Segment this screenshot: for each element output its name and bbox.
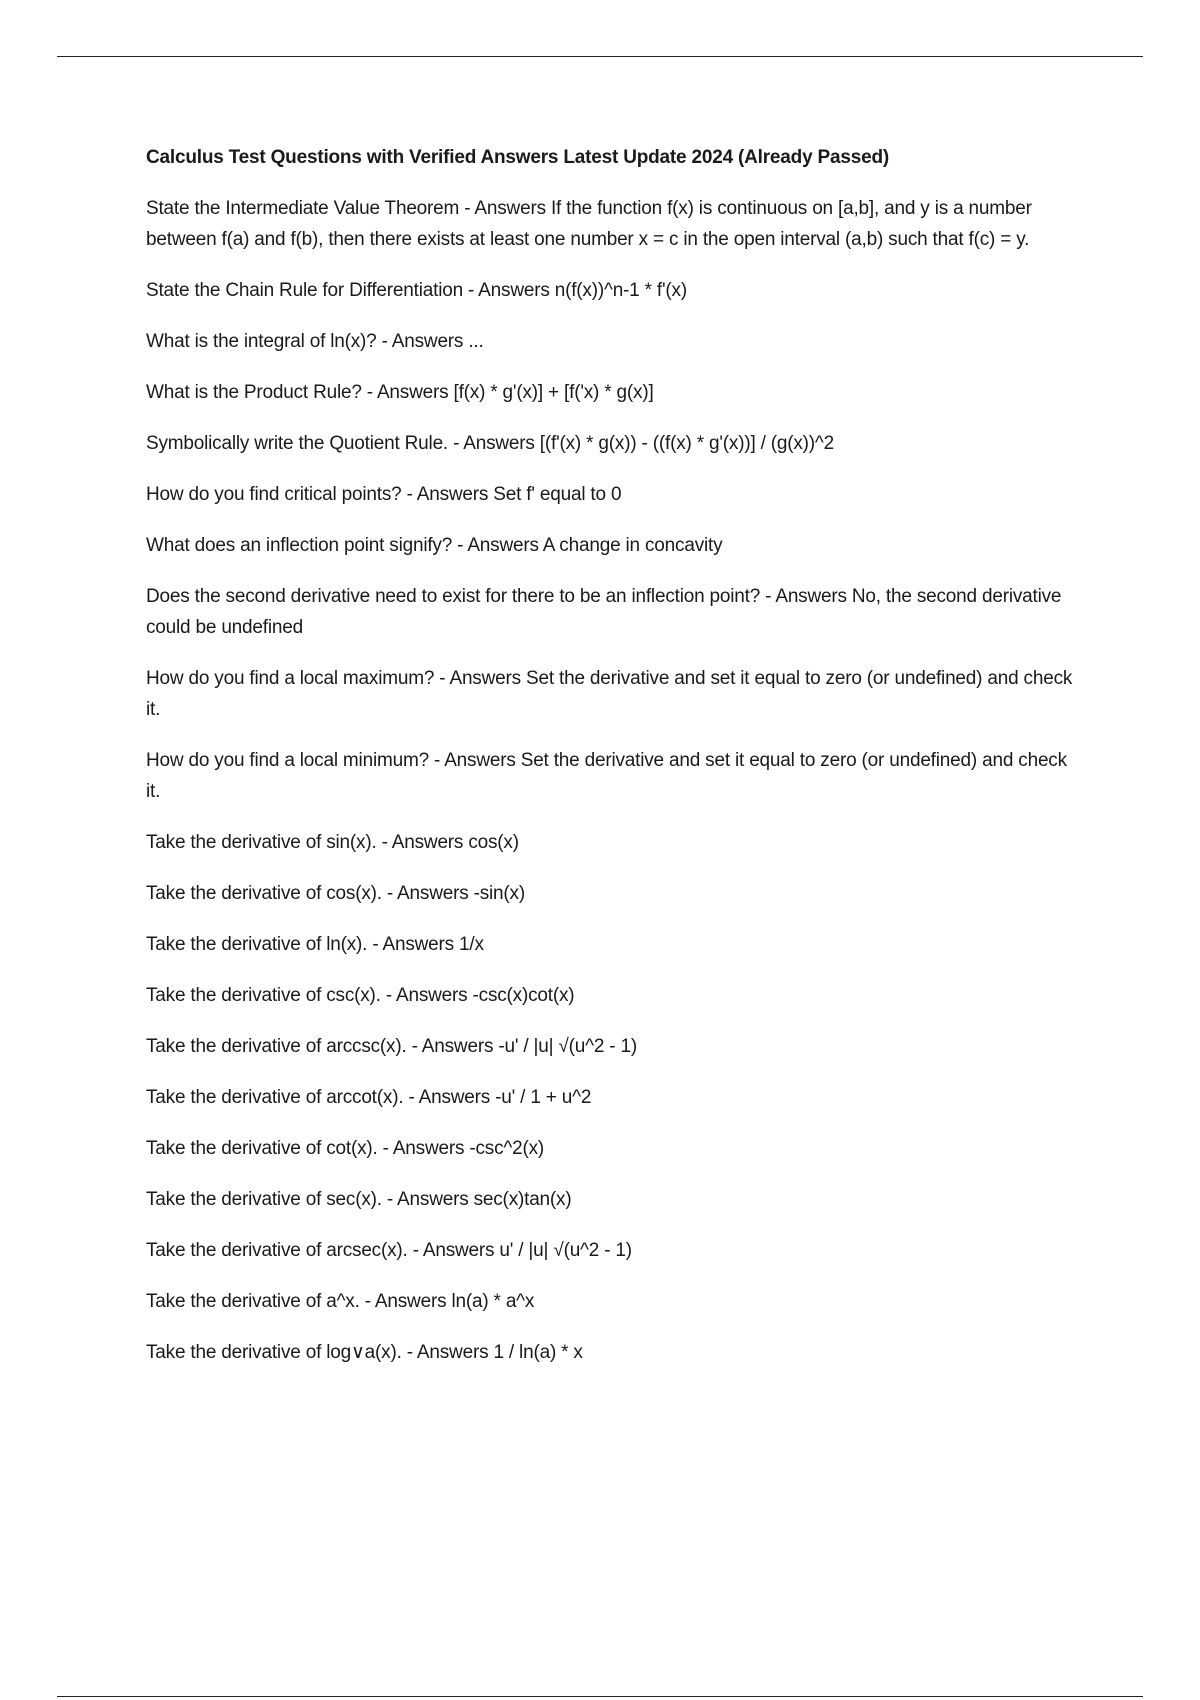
document-title: Calculus Test Questions with Verified Answers Latest Update 2024 (Already Passed) [146,147,889,168]
document-body [146,143,1086,1388]
qa-item-derivative-sec: Take the derivative of sec(x). - Answers sec(x)tan(x) [146,1189,572,1210]
qa-item-local-minimum: How do you find a local minimum? - Answers Set the derivative and set it equal to zero (or undefined) and check it. [146,750,1067,802]
qa-item-critical-points: How do you find critical points? - Answers Set f' equal to 0 [146,484,622,505]
qa-item-derivative-log: Take the derivative of log∨a(x). - Answers 1 / ln(a) * x [146,1342,583,1363]
qa-item-derivative-arccsc: Take the derivative of arccsc(x). - Answers -u' / |u| √(u^2 - 1) [146,1036,637,1057]
qa-item-quotient-rule: Symbolically write the Quotient Rule. - Answers [(f'(x) * g(x)) - ((f(x) * g'(x))] / (g(x))^2 [146,433,835,454]
qa-item-chain-rule: State the Chain Rule for Differentiation - Answers n(f(x))^n-1 * f'(x) [146,280,687,301]
qa-item-inflection-point: What does an inflection point signify? - Answers A change in concavity [146,535,723,556]
qa-item-integral-ln: What is the integral of ln(x)? - Answers ... [146,331,484,352]
qa-item-derivative-arcsec: Take the derivative of arcsec(x). - Answers u' / |u| √(u^2 - 1) [146,1240,632,1261]
qa-item-derivative-cos: Take the derivative of cos(x). - Answers -sin(x) [146,883,525,904]
qa-item-ivt: State the Intermediate Value Theorem - Answers If the function f(x) is continuous on [a,b], and y is a number between f(a) and f(b), then there exists at least one number x = c in the open interval (a,b) such that f(c) = y. [146,198,1032,250]
qa-item-derivative-csc: Take the derivative of csc(x). - Answers -csc(x)cot(x) [146,985,575,1006]
qa-item-derivative-arccot: Take the derivative of arccot(x). - Answers -u' / 1 + u^2 [146,1087,592,1108]
qa-list [146,193,1086,1368]
qa-item-derivative-ln: Take the derivative of ln(x). - Answers 1/x [146,934,484,955]
qa-item-derivative-sin: Take the derivative of sin(x). - Answers cos(x) [146,832,519,853]
qa-item-derivative-exponential: Take the derivative of a^x. - Answers ln(a) * a^x [146,1291,535,1312]
qa-item-local-maximum: How do you find a local maximum? - Answers Set the derivative and set it equal to zero (or undefined) and check it. [146,668,1073,720]
qa-item-product-rule: What is the Product Rule? - Answers [f(x) * g'(x)] + [f('x) * g(x)] [146,382,654,403]
bottom-rule [57,1696,1143,1697]
qa-item-derivative-cot: Take the derivative of cot(x). - Answers -csc^2(x) [146,1138,545,1159]
top-rule [57,56,1143,57]
qa-item-second-derivative: Does the second derivative need to exist for there to be an inflection point? - Answers No, the second derivative could be undefined [146,586,1062,638]
